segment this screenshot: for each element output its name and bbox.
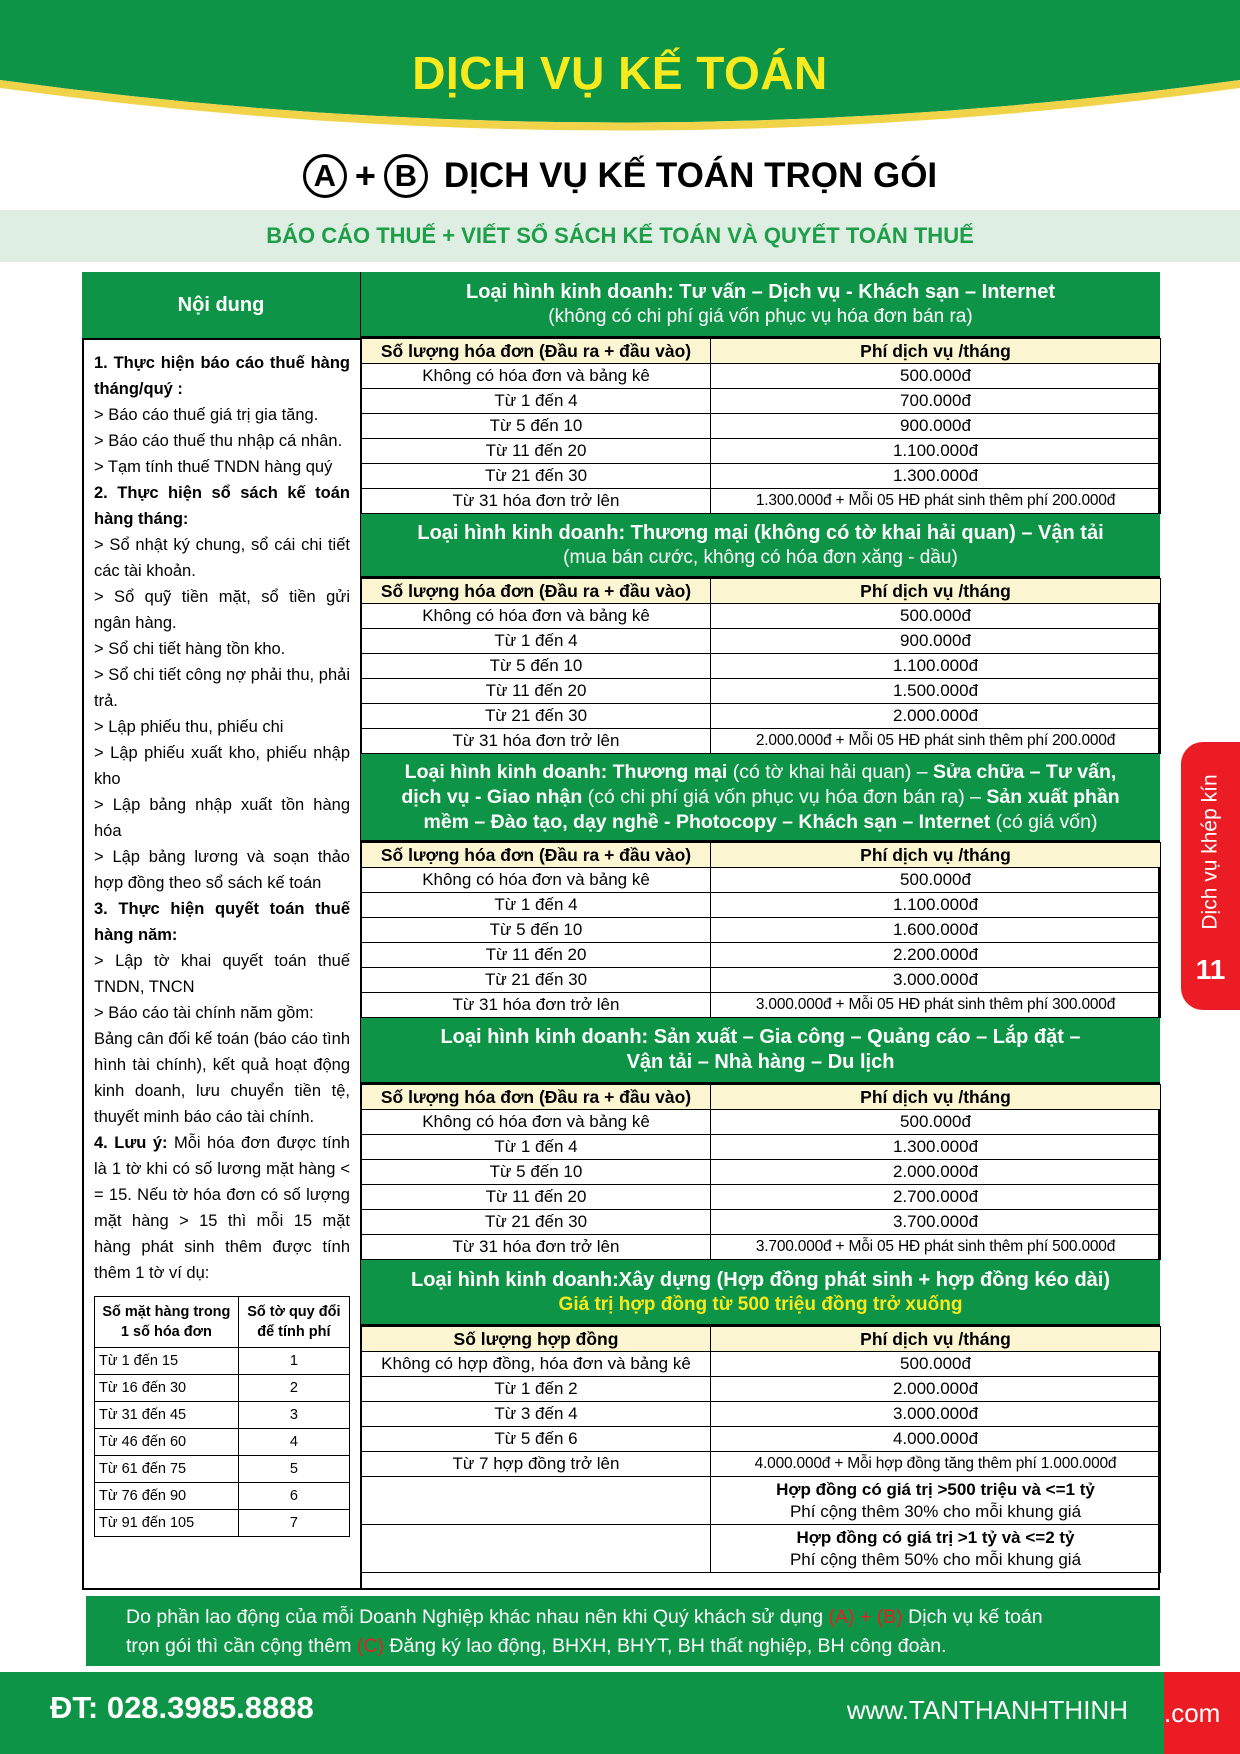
section-3-price-table (361, 842, 1161, 1018)
table-row (362, 729, 1161, 754)
title-part: Sửa chữa – Tư vấn, (933, 760, 1117, 783)
table-row (362, 1135, 1161, 1160)
list-item: > Lập phiếu thu, phiếu chi (94, 718, 284, 736)
note-text: trọn gói thì cần cộng thêm (126, 1635, 357, 1657)
table-cell: Từ 31 hóa đơn trở lên (362, 1235, 711, 1260)
website-tld[interactable]: .com (1164, 1672, 1240, 1754)
table-cell: Từ 5 đến 6 (362, 1427, 711, 1452)
table-row (95, 1510, 350, 1537)
note-text: Đăng ký lao động, BHXH, BHYT, BH thất nghiệp, BH công đoàn. (383, 1635, 947, 1657)
table-cell (362, 1477, 711, 1525)
section-3-title: 3. Thực hiện quyết toán thuế hàng năm: (94, 900, 350, 944)
table-cell: Từ 7 hợp đồng trở lên (362, 1452, 711, 1477)
qty-column-header: Số lượng hóa đơn (Đầu ra + đầu vào) (362, 1085, 711, 1110)
table-row (362, 629, 1161, 654)
section-1-header (361, 272, 1160, 338)
list-item: Bảng cân đối kế toán (báo cáo tình hình tài chính), kết quả hoạt động kinh doanh, lưu chuyển tiền tệ, thuyết minh báo cáo tài chính. (94, 1030, 350, 1126)
table-cell: 2.000.000đ + Mỗi 05 HĐ phát sinh thêm phí 200.000đ (711, 729, 1161, 754)
section-4-price-table (361, 1084, 1161, 1260)
note-text: Mỗi hóa đơn được tính là 1 tờ khi có số lương mặt hàng < = 15. Nếu tờ hóa đơn có số lượng mặt hàng > 15 thì mỗi 15 mặt hàng phát sinh thêm được tính thêm 1 tờ ví dụ: (94, 1134, 350, 1282)
table-row (95, 1402, 350, 1429)
surcharge-text: Phí cộng thêm 50% cho mỗi khung giá (789, 1549, 1082, 1569)
table-cell: 700.000đ (711, 389, 1161, 414)
table-cell: 1 (238, 1348, 349, 1375)
table-cell: 3.000.000đ (711, 1402, 1161, 1427)
services-band (0, 210, 1240, 262)
conversion-header-items: Số mặt hàng trong 1 số hóa đơn (95, 1297, 239, 1348)
table-row (95, 1456, 350, 1483)
section-5-title: Loại hình kinh doanh:Xây dựng (Hợp đồng phát sinh + hợp đồng kéo dài) (411, 1268, 1110, 1291)
table-cell: 4.000.000đ (711, 1427, 1161, 1452)
table-cell: 2 (238, 1375, 349, 1402)
page-title: DỊCH VỤ KẾ TOÁN (412, 47, 828, 99)
table-cell: Từ 11 đến 20 (362, 439, 711, 464)
table-row (362, 1477, 1161, 1525)
table-cell: Không có hóa đơn và bảng kê (362, 1110, 711, 1135)
phone-number: ĐT: 028.3985.8888 (50, 1690, 314, 1725)
section-2-title: 2. Thực hiện sổ sách kế toán hàng tháng: (94, 484, 350, 528)
table-cell: 6 (238, 1483, 349, 1510)
table-cell: 500.000đ (711, 364, 1161, 389)
package-subtitle: DỊCH VỤ KẾ TOÁN TRỌN GÓI (443, 156, 938, 195)
table-cell: 1.100.000đ (711, 654, 1161, 679)
table-cell: Từ 5 đến 10 (362, 654, 711, 679)
list-item: > Lập bảng lương và soạn thảo hợp đồng theo sổ sách kế toán (94, 848, 350, 892)
table-row (362, 1210, 1161, 1235)
table-row (362, 1235, 1161, 1260)
section-2-header (361, 514, 1160, 578)
section-4-title-cont: Vận tải – Nhà hàng – Du lịch (626, 1051, 895, 1073)
table-cell: Từ 46 đến 60 (95, 1429, 239, 1456)
table-cell: Không có hóa đơn và bảng kê (362, 604, 711, 629)
website-link[interactable]: www.TANTHANHTHINH (846, 1695, 1128, 1725)
table-row (362, 893, 1161, 918)
fee-column-header: Phí dịch vụ /tháng (711, 339, 1161, 364)
section-1-subtitle: (không có chi phí giá vốn phục vụ hóa đơn bán ra) (548, 305, 973, 327)
table-row (362, 679, 1161, 704)
list-item: > Sổ chi tiết công nợ phải thu, phải trả. (94, 666, 350, 710)
table-cell: 2.000.000đ (711, 704, 1161, 729)
services-band-text: BÁO CÁO THUẾ + VIẾT SỔ SÁCH KẾ TOÁN VÀ QUYẾT TOÁN THUẾ (266, 223, 974, 248)
table-cell: Từ 21 đến 30 (362, 968, 711, 993)
content-description (82, 340, 360, 1537)
side-tab-label: Dịch vụ khép kín (1198, 774, 1222, 930)
list-item: > Lập phiếu xuất kho, phiếu nhập kho (94, 744, 350, 788)
table-cell: Từ 1 đến 2 (362, 1377, 711, 1402)
table-cell: Từ 11 đến 20 (362, 943, 711, 968)
section-5-header (361, 1260, 1160, 1326)
side-tab (1181, 742, 1240, 1010)
table-row (362, 389, 1161, 414)
list-item: > Sổ chi tiết hàng tồn kho. (94, 640, 286, 658)
table-cell: 500.000đ (711, 604, 1161, 629)
table-cell: 7 (238, 1510, 349, 1537)
table-cell: 500.000đ (711, 868, 1161, 893)
section-3-title-line-1 (361, 760, 1160, 785)
contract-qty-column-header: Số lượng hợp đồng (362, 1327, 711, 1352)
table-cell: 2.000.000đ (711, 1377, 1161, 1402)
table-row (362, 1377, 1161, 1402)
table-cell: 1.300.000đ (711, 1135, 1161, 1160)
table-cell: Từ 21 đến 30 (362, 464, 711, 489)
table-row (362, 414, 1161, 439)
table-cell: 1.100.000đ (711, 439, 1161, 464)
table-cell: Không có hợp đồng, hóa đơn và bảng kê (362, 1352, 711, 1377)
note-text: Do phần lao động của mỗi Doanh Nghiệp khác nhau nên khi Quý khách sử dụng (126, 1606, 829, 1628)
list-item: > Lập bảng nhập xuất tồn hàng hóa (94, 796, 350, 840)
list-item: > Sổ nhật ký chung, sổ cái chi tiết các tài khoản. (94, 536, 350, 580)
content-column (82, 272, 362, 1590)
note-paragraph (94, 1130, 350, 1286)
surcharge-note (711, 1477, 1161, 1525)
table-cell (362, 1525, 711, 1573)
fee-column-header: Phí dịch vụ /tháng (711, 1327, 1161, 1352)
conversion-header-sheets: Số tờ quy đổi để tính phí (238, 1297, 349, 1348)
table-cell: 1.300.000đ + Mỗi 05 HĐ phát sinh thêm phí 200.000đ (711, 489, 1161, 514)
table-row (362, 1352, 1161, 1377)
table-row (362, 489, 1161, 514)
section-2-price-table (361, 578, 1161, 754)
table-row (362, 1525, 1161, 1573)
conversion-table (94, 1296, 350, 1537)
contact-bar (0, 1672, 1240, 1754)
table-cell: Từ 31 đến 45 (95, 1402, 239, 1429)
table-row (362, 968, 1161, 993)
table-cell: 3.000.000đ + Mỗi 05 HĐ phát sinh thêm phí 300.000đ (711, 993, 1161, 1018)
table-row (95, 1375, 350, 1402)
section-4-header (361, 1018, 1160, 1084)
table-row (362, 364, 1161, 389)
table-cell: 500.000đ (711, 1352, 1161, 1377)
table-cell: 3 (238, 1402, 349, 1429)
table-cell: Từ 1 đến 4 (362, 893, 711, 918)
table-row (362, 604, 1161, 629)
note-text: Dịch vụ kế toán (902, 1606, 1043, 1628)
title-part: Loại hình kinh doanh: Thương mại (404, 760, 728, 783)
header-banner (0, 0, 1240, 135)
table-cell: Từ 11 đến 20 (362, 1185, 711, 1210)
package-title (0, 148, 1240, 204)
table-cell: 4 (238, 1429, 349, 1456)
side-tab-label-wrap (1181, 762, 1240, 942)
table-cell: Từ 1 đến 4 (362, 629, 711, 654)
note-highlight: (A) + (B) (828, 1606, 903, 1628)
title-part: dịch vụ - Giao nhận (401, 785, 583, 808)
table-row (95, 1348, 350, 1375)
surcharge-note (711, 1525, 1161, 1573)
section-1-title: 1. Thực hiện báo cáo thuế hàng tháng/quý : (94, 354, 350, 398)
table-cell: Từ 76 đến 90 (95, 1483, 239, 1510)
table-cell: Từ 1 đến 4 (362, 1135, 711, 1160)
table-cell: 1.100.000đ (711, 893, 1161, 918)
table-cell: 2.000.000đ (711, 1160, 1161, 1185)
table-row (95, 1483, 350, 1510)
table-cell: 900.000đ (711, 629, 1161, 654)
list-item: > Báo cáo thuế thu nhập cá nhân. (94, 432, 343, 450)
table-cell: 2.700.000đ (711, 1185, 1161, 1210)
section-3-title-line-2 (361, 785, 1160, 810)
title-part: Sản xuất phần (986, 785, 1120, 808)
table-row (362, 868, 1161, 893)
section-1-price-table (361, 338, 1161, 514)
title-part: (có giá vốn) (990, 810, 1098, 833)
table-cell: 3.700.000đ + Mỗi 05 HĐ phát sinh thêm phí 500.000đ (711, 1235, 1161, 1260)
table-cell: 1.300.000đ (711, 464, 1161, 489)
table-cell: Không có hóa đơn và bảng kê (362, 868, 711, 893)
table-cell: 3.000.000đ (711, 968, 1161, 993)
section-1-title: Loại hình kinh doanh: Tư vấn – Dịch vụ - Khách sạn – Internet (466, 280, 1055, 303)
table-row (362, 1452, 1161, 1477)
fee-column-header: Phí dịch vụ /tháng (711, 843, 1161, 868)
table-row (362, 1185, 1161, 1210)
table-row (362, 1110, 1161, 1135)
table-cell: 900.000đ (711, 414, 1161, 439)
plus-sign: + (354, 155, 376, 196)
surcharge-condition: Hợp đồng có giá trị >1 tỷ và <=2 tỷ (796, 1527, 1075, 1547)
title-part: mềm – Đào tạo, dạy nghề - Photocopy – Khách sạn – Internet (423, 810, 991, 833)
pricing-column (361, 272, 1160, 1573)
list-item: > Lập tờ khai quyết toán thuế TNDN, TNCN (94, 952, 350, 996)
note-highlight: (C) (356, 1635, 384, 1657)
list-item: > Báo cáo tài chính năm gồm: (94, 1004, 314, 1022)
table-cell: 2.200.000đ (711, 943, 1161, 968)
table-row (362, 464, 1161, 489)
labor-service-note (86, 1596, 1160, 1666)
table-cell: Từ 61 đến 75 (95, 1456, 239, 1483)
table-cell: Từ 5 đến 10 (362, 414, 711, 439)
surcharge-text: Phí cộng thêm 30% cho mỗi khung giá (789, 1501, 1082, 1521)
table-row (362, 704, 1161, 729)
table-cell: Từ 3 đến 4 (362, 1402, 711, 1427)
table-cell: Từ 1 đến 4 (362, 389, 711, 414)
table-cell: Từ 31 hóa đơn trở lên (362, 729, 711, 754)
section-2-subtitle: (mua bán cước, không có hóa đơn xăng - dầu) (563, 546, 958, 568)
table-row (362, 1427, 1161, 1452)
section-4-title: Loại hình kinh doanh: Sản xuất – Gia công – Quảng cáo – Lắp đặt – (440, 1026, 1081, 1048)
table-cell: Từ 91 đến 105 (95, 1510, 239, 1537)
qty-column-header: Số lượng hóa đơn (Đầu ra + đầu vào) (362, 579, 711, 604)
section-3-header (361, 754, 1160, 842)
table-row (362, 1160, 1161, 1185)
table-cell: Không có hóa đơn và bảng kê (362, 364, 711, 389)
list-item: > Tạm tính thuế TNDN hàng quý (94, 458, 333, 476)
table-cell: Từ 21 đến 30 (362, 1210, 711, 1235)
table-row (362, 654, 1161, 679)
table-cell: Từ 21 đến 30 (362, 704, 711, 729)
title-part: (có chi phí giá vốn phục vụ hóa đơn bán ra) – (582, 785, 987, 808)
qty-column-header: Số lượng hóa đơn (Đầu ra + đầu vào) (362, 843, 711, 868)
table-cell: Từ 11 đến 20 (362, 679, 711, 704)
table-cell: 500.000đ (711, 1110, 1161, 1135)
section-2-title: Loại hình kinh doanh: Thương mại (không có tờ khai hải quan) – Vận tải (417, 521, 1104, 544)
table-row (362, 1402, 1161, 1427)
note-label: 4. Lưu ý: (94, 1134, 168, 1152)
page-number: 11 (1195, 954, 1226, 985)
surcharge-condition: Hợp đồng có giá trị >500 triệu và <=1 tỷ (776, 1479, 1095, 1499)
table-cell: 1.600.000đ (711, 918, 1161, 943)
fee-column-header: Phí dịch vụ /tháng (711, 579, 1161, 604)
table-row (362, 943, 1161, 968)
table-cell: 3.700.000đ (711, 1210, 1161, 1235)
table-row (95, 1429, 350, 1456)
fee-column-header: Phí dịch vụ /tháng (711, 1085, 1161, 1110)
title-part: (có tờ khai hải quan) – (727, 760, 934, 783)
circle-a-badge: A (303, 154, 347, 198)
table-cell: Từ 16 đến 30 (95, 1375, 239, 1402)
section-3-title-line-3 (361, 810, 1160, 835)
table-row (362, 439, 1161, 464)
list-item: > Sổ quỹ tiền mặt, sổ tiền gửi ngân hàng. (94, 588, 350, 632)
list-item: > Báo cáo thuế giá trị gia tăng. (94, 406, 319, 424)
section-5-price-table (361, 1326, 1161, 1573)
section-5-subtitle: Giá trị hợp đồng từ 500 triệu đồng trở xuống (558, 1293, 963, 1315)
table-cell: Từ 5 đến 10 (362, 1160, 711, 1185)
table-cell: Từ 31 hóa đơn trở lên (362, 993, 711, 1018)
table-cell: 4.000.000đ + Mỗi hợp đồng tăng thêm phí 1.000.000đ (711, 1452, 1161, 1477)
qty-column-header: Số lượng hóa đơn (Đầu ra + đầu vào) (362, 339, 711, 364)
table-row (362, 993, 1161, 1018)
table-cell: Từ 5 đến 10 (362, 918, 711, 943)
table-row (362, 918, 1161, 943)
table-cell: 1.500.000đ (711, 679, 1161, 704)
table-cell: Từ 31 hóa đơn trở lên (362, 489, 711, 514)
content-column-header: Nội dung (82, 272, 360, 340)
circle-b-badge: B (384, 154, 428, 198)
table-cell: 5 (238, 1456, 349, 1483)
table-cell: Từ 1 đến 15 (95, 1348, 239, 1375)
